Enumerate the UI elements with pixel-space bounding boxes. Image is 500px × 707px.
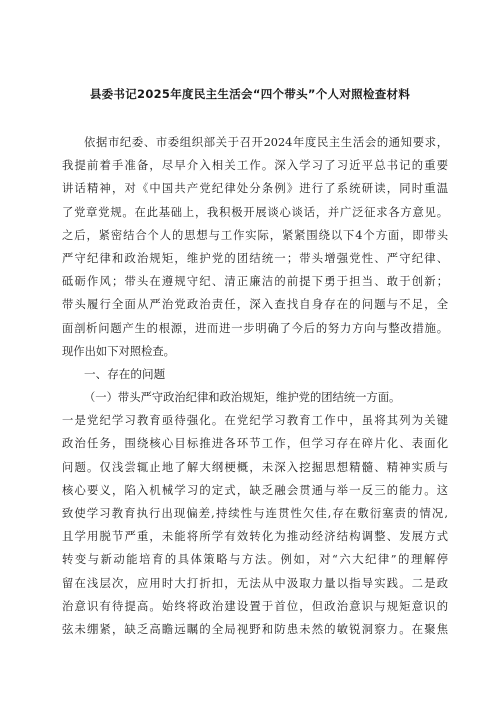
- section-line-5: 核心要义，陷入机械学习的定式，缺乏融会贯通与举一反三的能力。这: [62, 483, 448, 497]
- document-title: 县委书记2025年度民主生活会“四个带头”个人对照检查材料: [89, 87, 411, 101]
- section-line-3: 政治任务，围绕核心目标推进各环节工作，但学习存在碎片化、表面化: [62, 437, 448, 451]
- intro-line-8: 带头履行全面从严治党政治责任，深入查找自身存在的问题与不足，全: [62, 298, 448, 312]
- intro-line-6: 严守纪律和政治规矩，维护党的团结统一；带头增强党性、严守纪律、: [62, 251, 448, 265]
- section-line-8: 转变与新动能培育的具体策略与方法。例如，对“六大纪律”的理解停: [62, 553, 448, 567]
- intro-line-3: 讲话精神，对《中国共产党纪律处分条例》进行了系统研读，同时重温: [62, 182, 448, 196]
- intro-line-4: 了党章党规。在此基础上，我积极开展谈心谈话，并广泛征求各方意见。: [62, 205, 448, 219]
- section-line-2: 一是党纪学习教育亟待强化。在党纪学习教育工作中，虽将其列为关键: [62, 414, 448, 428]
- intro-line-5: 之后，紧密结合个人的思想与工作实际，紧紧围绕以下4个方面，即带头: [62, 228, 448, 242]
- intro-line-9: 面剖析问题产生的根源，进而进一步明确了今后的努力方向与整改措施。: [62, 321, 448, 335]
- section-line-10: 治意识有待提高。始终将政治建设置于首位，但政治意识与规矩意识的: [62, 599, 448, 613]
- section-line-7: 且学用脱节严重，未能将所学有效转化为推动经济结构调整、发展方式: [62, 530, 448, 544]
- section-line-9: 留在浅层次，应用时大打折扣，无法从中汲取力量以指导实践。二是政: [62, 576, 448, 590]
- intro-line-10: 现作出如下对照检查。: [62, 344, 175, 358]
- section-line-6: 致使学习教育执行出现偏差,持续性与连贯性欠佳,存在敷衍塞责的情况,: [62, 507, 448, 520]
- intro-line-1: 依据市纪委、市委组织部关于召开2024年度民主生活会的通知要求，: [84, 136, 448, 149]
- document-body: [62, 131, 448, 641]
- section-line-11: 弦未绷紧，缺乏高瞻远瞩的全局视野和防患未然的敏锐洞察力。在聚焦: [62, 622, 448, 636]
- subsection-heading: （一）带头严守政治纪律和政治规矩，维护党的团结统一方面。: [84, 391, 401, 405]
- intro-line-2: 我提前着手准备，尽早介入相关工作。深入学习了习近平总书记的重要: [62, 159, 448, 173]
- section-line-4: 问题。仅浅尝辄止地了解大纲梗概，未深入挖掘思想精髓、精神实质与: [62, 460, 448, 474]
- intro-line-7: 砥砺作风；带头在遵规守纪、清正廉洁的前提下勇于担当、敢于创新；: [62, 275, 448, 289]
- section-heading: 一、存在的问题: [84, 366, 166, 381]
